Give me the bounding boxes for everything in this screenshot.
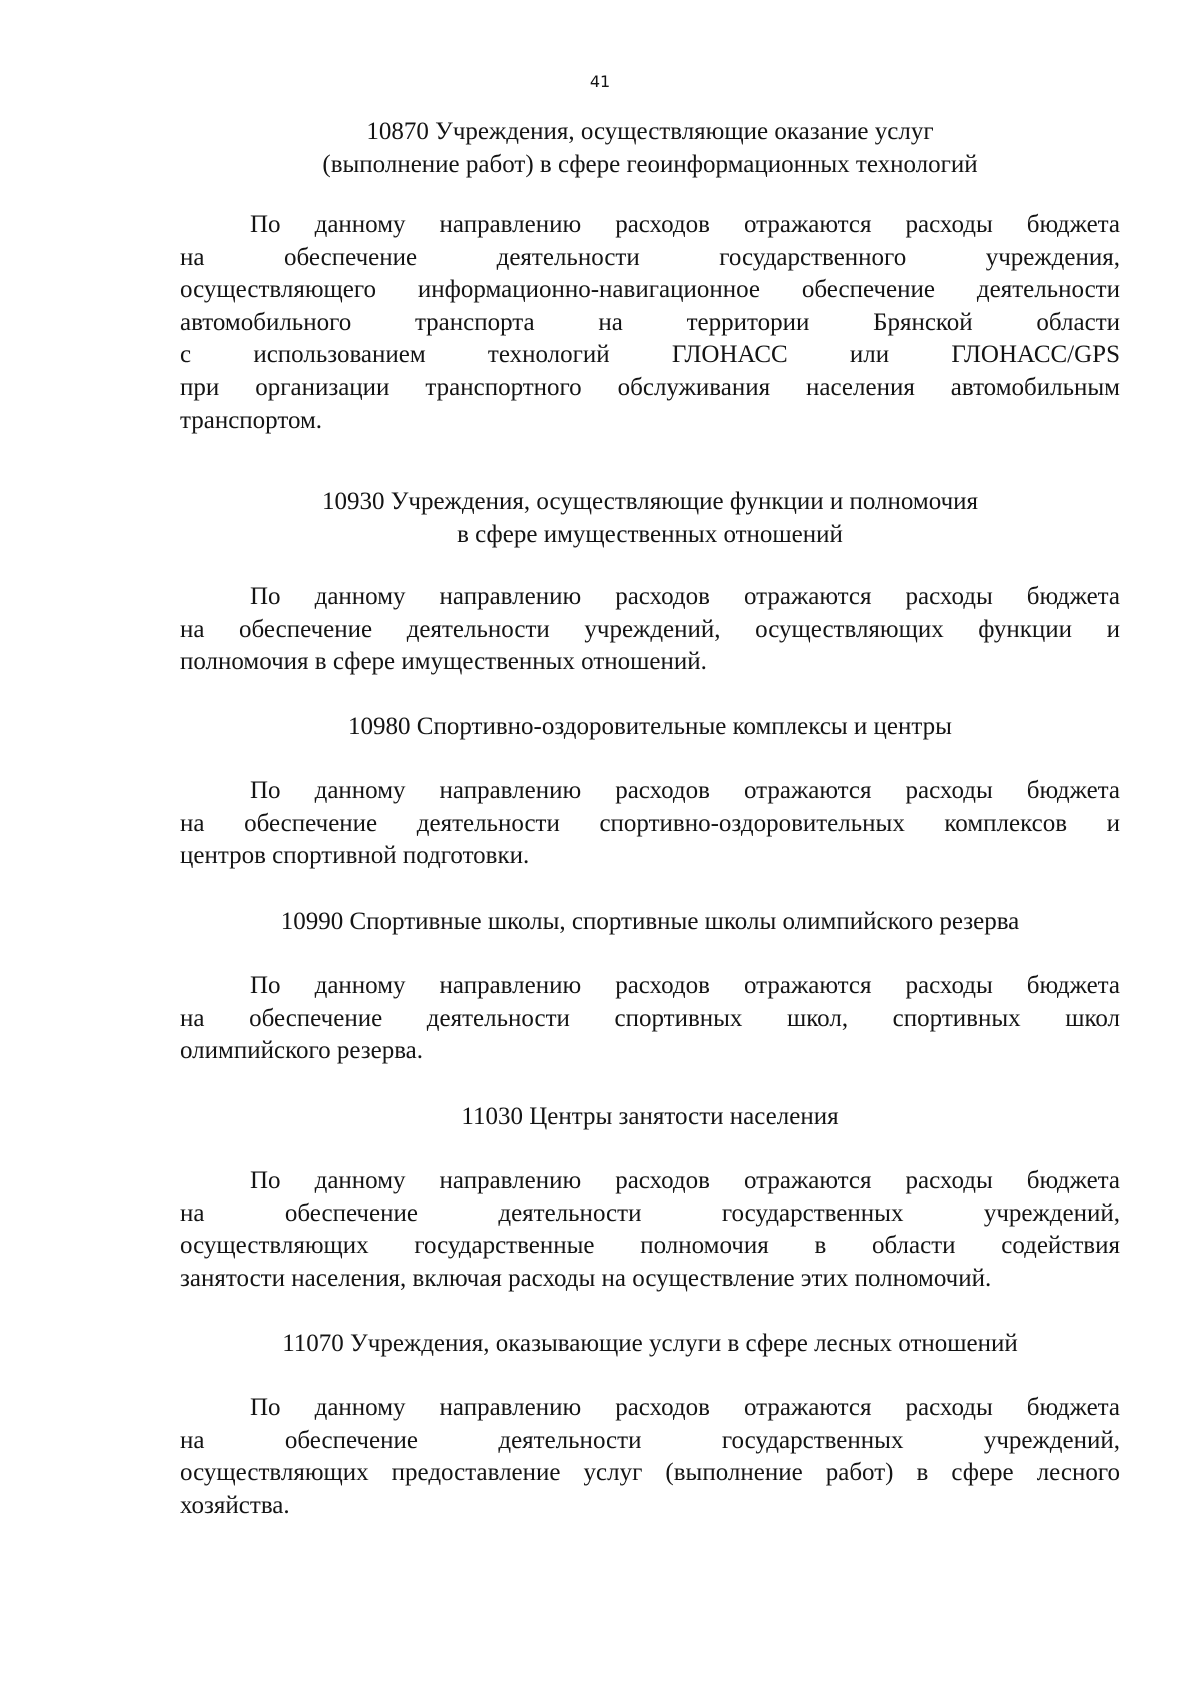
- heading-line: 10870 Учреждения, осуществляющие оказание услуг: [366, 118, 934, 145]
- paragraph-line: По данному направлению расходов отражаются расходы бюджета: [250, 1167, 1120, 1194]
- paragraph-line: при организации транспортного обслуживания населения автомобильным: [180, 373, 1120, 401]
- paragraph-line: По данному направлению расходов отражаются расходы бюджета: [250, 777, 1120, 804]
- section-paragraph-10990: [180, 970, 1120, 1068]
- paragraph-line: автомобильного транспорта на территории Брянской области: [180, 308, 1120, 336]
- section-paragraph-11070: [180, 1392, 1120, 1522]
- paragraph-line: на обеспечение деятельности учреждений, осуществляющих функции и: [180, 615, 1120, 643]
- section-paragraph-10870: [180, 209, 1120, 437]
- section-heading-11070: [180, 1327, 1120, 1360]
- heading-line: 11030 Центры занятости населения: [461, 1103, 839, 1130]
- paragraph-line: По данному направлению расходов отражаются расходы бюджета: [250, 1394, 1120, 1421]
- paragraph-line: осуществляющих предоставление услуг (выполнение работ) в сфере лесного: [180, 1459, 1120, 1487]
- heading-line: 10930 Учреждения, осуществляющие функции и полномочия: [321, 488, 979, 515]
- heading-line: в сфере имущественных отношений: [457, 521, 843, 548]
- paragraph-line: осуществляющего информационно-навигационное обеспечение деятельности: [180, 276, 1120, 304]
- paragraph-line: олимпийского резерва.: [180, 1037, 424, 1065]
- paragraph-line: на обеспечение деятельности государственных учреждений,: [180, 1199, 1120, 1227]
- paragraph-line: полномочия в сфере имущественных отношений.: [180, 648, 707, 676]
- section-heading-10980: [180, 710, 1120, 743]
- heading-line: 10990 Спортивные школы, спортивные школы олимпийского резерва: [280, 908, 1020, 935]
- section-heading-11030: [180, 1100, 1120, 1133]
- heading-line: (выполнение работ) в сфере геоинформационных технологий: [322, 151, 978, 178]
- paragraph-line: с использованием технологий ГЛОНАСС или ГЛОНАСС/GPS: [180, 341, 1120, 369]
- section-heading-10990: [180, 905, 1120, 938]
- paragraph-line: на обеспечение деятельности государственных учреждений,: [180, 1426, 1120, 1454]
- heading-line: 11070 Учреждения, оказывающие услуги в сфере лесных отношений: [282, 1330, 1018, 1357]
- paragraph-line: занятости населения, включая расходы на осуществление этих полномочий.: [180, 1264, 992, 1292]
- paragraph-line: По данному направлению расходов отражаются расходы бюджета: [250, 972, 1120, 999]
- paragraph-line: на обеспечение деятельности государственного учреждения,: [180, 243, 1120, 271]
- paragraph-line: осуществляющих государственные полномочия в области содействия: [180, 1232, 1120, 1260]
- paragraph-line: на обеспечение деятельности спортивно-оздоровительных комплексов и: [180, 809, 1120, 837]
- section-paragraph-10930: [180, 581, 1120, 679]
- paragraph-line: По данному направлению расходов отражаются расходы бюджета: [250, 583, 1120, 610]
- section-paragraph-11030: [180, 1165, 1120, 1295]
- paragraph-line: на обеспечение деятельности спортивных школ, спортивных школ: [180, 1004, 1120, 1032]
- paragraph-line: хозяйства.: [180, 1491, 290, 1519]
- paragraph-line: центров спортивной подготовки.: [180, 842, 530, 870]
- paragraph-line: По данному направлению расходов отражаются расходы бюджета: [250, 211, 1120, 238]
- section-heading-10870: [180, 115, 1120, 181]
- heading-line: 10980 Спортивно-оздоровительные комплексы и центры: [348, 713, 952, 740]
- section-paragraph-10980: [180, 775, 1120, 873]
- paragraph-line: транспортом.: [180, 406, 323, 434]
- section-heading-10930: [180, 485, 1120, 551]
- page-number: 41: [589, 72, 611, 91]
